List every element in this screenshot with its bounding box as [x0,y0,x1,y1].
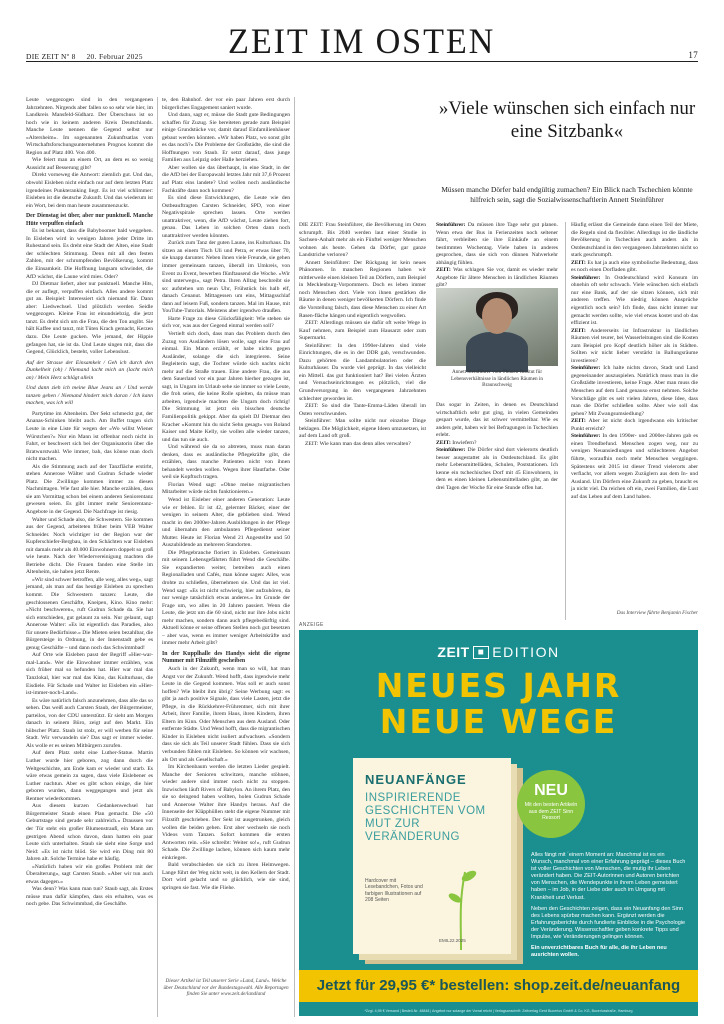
badge-text: Mit den besten Artikeln aus dem ZEIT Sinn Ressort [524,802,578,821]
paragraph: Direkt vorneweg die Antwort: ziemlich gut. Und das, obwohl Eisleben nicht einfach nur auf dem letzten Platz irgendeines Punkteranking liegt. Es ist viel schlimmer: Eisleben ist die deutsche Zukunft. Und das wiederum ist ein Wort, bei dem man heute zusammenzuckt. [26,172,153,209]
interview-paragraph [571,418,698,433]
subheading: Der Dienstag ist über, aber nur punktuell. Manche Hüte verpuffen einfach [26,213,153,227]
book-title: NEUANFÄNGE [365,772,467,787]
series-note: Dieser Artikel ist Teil unserer Serie »Land, Land«. Welche über Deutschland vor der Bundestagswahl. Alle Reportagen finden Sie unter www.zeit.de/landland [163,978,289,998]
speaker-label: ZEIT: [571,327,591,334]
speaker-label: Steinführer: [571,433,603,440]
interview-paragraph [571,328,698,366]
portrait-shoulders [466,332,528,372]
interview-paragraph [571,365,698,418]
badge-title: NEU [534,782,568,799]
paragraph: Es wäre natürlich falsch anzunehmen, dass alle das so sehen. Das weiß auch Carsten Staub, der Bürgermeister, parteilos, von der CDU unterstützt. Er sieht am Morgen danach in seinem Büro, zeigt auf den Markt. Ein hübscher Platz. Staub ist stolz, er will werben für seine Stadt. Wir verwandeln sie? Das sagt er immer wieder. Als wolle er es seinen Mitbürgern zurufen. [26,697,153,749]
photo-caption: Annett Steinführer vom Thünen-Institut für Lebensverhältnisse in ländlichen Räumen in Braunschweig [451,369,543,389]
interview-lead: Müssen manche Dörfer bald endgültig zumachen? Ein Blick nach Tschechien könnte hilfreich sein, sagt die Sozialwissenschaftlerin Annett Steinführer [441,185,693,204]
order-price: Jetzt für 29,95 €* bestellen: [316,977,510,994]
paragraph: Partytime im Altenheim. Der Sekt schmeckt gut, der Ananas-Schinken bleibt auch. Am Buffet tragen sich Leute in eine Liste für wegen der »Wo willst Wiener Würstchen?« Nur ein Mann ist offenbar noch nicht in Fahrt, er beschwert sich bei der Organisatorin über die Bratwurstwahl. Wie immer, bah, das könne man doch nicht machen. [26,410,153,463]
ad-legal-text: *Zzgl. 4,95 € Versand | Bestell-Nr. 48848 | Angebot nur solange der Vorrat reicht | Verlagsanschrift: Zeitverlag Gerd Bucerius GmbH & Co. KG, Buceriusstraße, Hamburg [364,1009,633,1013]
ad-headline-1: NEUES JAHR [375,666,622,705]
paragraph: ZEIT: Allerdings müssen sie dafür oft weite Wege in Kauf nehmen, zum Beispiel zum Hausarzt oder zum Supermarkt. [299,320,426,342]
paragraph: Wend ist Eisleber einer anderen Generation: Leute wie er fehlen. Er ist 42, gelernter Bäcker, einer der wenigen in seinem Alter, die geblieben sind. Wend macht in den 2000er-Jahren Ausbildungen in der Pflege und übernahm den ambulanten Pflegedienst seiner Mutter. Heute ist Florian Wend 21 Angestellte und 50 Auszubildende an mehreren Standorten. [162,496,290,549]
speaker-text: Es hat ja auch eine symbolische Bedeutung, dass es noch einen Dorfladen gibt. [571,259,698,274]
advertisement[interactable] [299,630,698,1016]
paragraph: ZEIT: So sind die Tante-Emma-Läden überall im Osten verschwunden. [299,403,426,417]
interview-column-2-bottom [436,402,558,592]
article-column-1 [26,97,153,1017]
paragraph: »Wir sind schwer betroffen, alle weg, alles weg«, sagt jemand, als man auf das heutige Eisleben zu sprechen kommt. Die Schwestern tanzen: Leute, die geschlossenen Geschäfte, Kneipen, Kino. Kino mehr: »Nicht beschweren«, ruft Gudrun Schade da. Sie hat sich entschieden, gut gelaunt zu sein. Nur gelaunt, sagt Annerose Walter: »Es ist eigentlich das Paradies, also für unsere Bedürfnisse.« Die Mieten seien bezahlbar, die Bürgersteige in Ordnung, in der Innenstadt gebe es genug Geschäfte – und dann noch das Schwimmbad! [26,576,153,651]
interview-credit: Das Interview führte Benjamin Fischer [616,610,698,616]
paragraph: Auf Orte wie Eisleben passt der Begriff »Hier-war-mal-Land«. Wer die Einwohner immer erzählen, was sich früher mal so befunden hat. Hier war mal das Tanzlokal, hier war mal das Kino, das Kulturhaus, die Eisdiele. Für Schade und Walter ist Eisleben ein »Hier-ist-immer-noch-Land«. [26,652,153,697]
order-bar[interactable] [299,970,698,1002]
paragraph: Steinführer: Man sollte nicht nur einzelne Dinge beklagen. Die Möglichkeit, eigene Ideen umzusetzen, ist auf dem Land oft groß. [299,418,426,440]
paragraph: Was denn? Was kann man tun? Staub sagt, als Erstes müsse man dafür kämpfen, dass ein erhalten, was es noch gebe. Das Schwimmbad, die Geschäfte. [26,886,153,908]
column-divider [157,97,158,1017]
paragraph: Walter und Schade also, die Schwestern. Sie kommen aus der Gegend, arbeiteten früher beim VEB Walter Schneider. Noch wichtiger ist der Region war der Kupferschiefer-Bergbau, in den Schächten war Eisleben mit damals mehr als 40.000 Einwohnern doppelt so groß wie heute. Nach der Wiedervereinigung machten die Betriebe dicht. Die Frauen fanden eine Stelle im Altenheim, sie haben jetzt Rente. [26,516,153,576]
portrait-photo [436,288,558,366]
interview-column-3 [571,222,698,612]
column-divider [565,222,566,620]
paper-issue: DIE ZEIT Nº 8 [26,52,76,61]
paragraph: »Natürlich haben wir ein großes Problem mit der Überalterung«, sagt Carsten Staub. »Aber wir tun auch etwas dagegen.« [26,863,153,885]
issue-line [26,52,143,61]
header-rule [26,61,698,62]
interview-paragraph [436,222,558,267]
ad-headline-2: NEUE WEGE [379,702,618,741]
interview-paragraph [571,433,698,501]
paragraph: Wie feiert man an einem Ort, an dem es so wenig Aussicht auf Besserung gibt? [26,157,153,171]
speaker-label: ZEIT: [436,267,454,274]
speaker-text: Inwiefern? [452,439,477,446]
interview-paragraph [436,447,558,492]
section-title: ZEIT IM OSTEN [228,21,496,61]
speaker-text: Die Dörfer sind dort vielerorts deutlich besser ausgestattet als in Ostdeutschland. Es gibt mehr Lebensmittelläden, Schulen, Poststationen. Ich kenne ein tschechisches Dorf mit 45 Einwohnern, in dem es einen kleinen Lebensmittelladen gibt, an der drei Tagen der Woche für eine Stunde offen hat. [436,447,558,492]
speaker-text: Häufig erlässt die Gemeinde dann einen Teil der Miete, die Regeln sind da flexibler. Allerdings ist die ländliche Bevölkerung in Tschechien auch anders als in Ostdeutschland in den vergangenen Jahrzehnten nicht so stark geschrumpft. [571,222,698,259]
paragraph: Auch in der Zukunft, wenn man so will, hat man Angst vor der Zukunft. Wend hofft, dass irgendwie mehr Leute in die Gegend kommen. Was soll er auch sonst hoffen? Wie bleibt ihm übrig? Seine Werbung sagt: es gibt ja auch positive Signale, dass viele Lasten, jetzt die Pflege, in die Rückkehrer-Frührentner, sich mit ihrer Arbeit, ihrer Familie, ihrem Haus, ihren Kindern, ihren Eltern im Kinn. Oder Menschen aus dem Ausland. Oder entfernte Städte. Und Wend hofft, dass die migrantischen Kinder in Eisleben nicht isoliert aufwachsen. »Sondern dass sie sich als Teil unserer Stadt fühlen. Dass sie sich verbunden fühlen mit Eisleben. So können wir wachsen, als Ort und als Gesellschaft.« [162,666,290,763]
speaker-label: ZEIT: [436,439,453,446]
paragraph: Steinführer: In den 1990er-Jahren sind viele Einrichtungen, die es in der DDR gab, verschwunden. Dazu gehörten die Landambulatorien oder die Kulturhäuser. Da wurde viel geprügt. In das vielleicht ein Mittell. das gut funktioniert hat? Bei vielen Ärzten und Versuchseinrichtungen es plötzlich, viel die Grundversorgung in den vergangenen Jahrzehnten schlechter geworden ist. [299,342,426,402]
song-lyrics: Auf der Strasse der Einsamkeit / Geh ich durch den Dunkelheit (oh) / Niemand lacht mich an (lacht mich an) / Mein Herz schlägt allein [26,359,153,381]
paragraph: Auf dem Platz steht eine Luther-Statue. Martin Luther wurde hier geboren, zog dann durch die Weltgeschichte, am Ende kam er wieder und starb. Es wäre etwas gemein zu sagen, dass viele Eislebener es Luther nachtun. Aber es gibt schon einige, die hier geboren wurden, dann weggegangen und jetzt als Rentner wiederkommen. [26,750,153,802]
speaker-text: In Ostdeutschland wird Konsum im ohnehin oft sehr schwach. Viele wünschen sich einfach nur eine Bank, auf der sie sitzen können, sich mit anderen treffen. Wie niedrig können Ansprüche eigentlich noch sein? Ich finde, dass nicht immer nur gemacht werden sollte, wie viel etwas kostet und ob das effizient ist. [571,274,698,327]
paragraph: Es sind diese Entwicklungen, die Leute wie den Ostbeauftragten Carsten Schneider, SPD, von einer Negativspirale sprechen lassen. Orte werden unattraktiver, wenn, die AfD wächst, Leute ziehen fort, genau. Das Leben in solchen Orten dann noch unattraktiver werden könnten. [162,195,290,239]
book-code: EMIL22.2025 [439,938,466,943]
paragraph: Die Pflegebranche floriert in Eisleben. Gemeinsam mit seinem Lebensgefährten führt Wend die Geschäfte. Sie expandierten weiter, betreiben auch einen Regionalladen und Cafés, man könne sagen: Alles, was drohte zu schließen, übernehmen sie. Und das ist viel. Wend sagt: »Es ist nicht schwierig, hier aufzuhören, da nur wenige tatsächlich etwas anderes.« Im Grunde der Frage um, wo alles in 20 Jahren passiert. Wenn die Leute, die jetzt um die 60 sind, nicht nur ihre Jobs nicht mehr machen, sondern dann auch pflegebedürftig sind. Aktuell könne er seine offenen Stellen noch gut besetzen – aber was, wenn es immer weniger Arbeitskräfte und immer mehr Arbeit gibt? [162,549,290,647]
speaker-label: Steinführer: [436,447,468,454]
order-url[interactable]: shop.zeit.de/neuanfang [513,977,681,994]
song-lyrics: Und dann zieh ich meine Blue Jeans an / Und werde tanzen gehen / Niemand hindert mich daran / Ich kann machen, was ich will [26,385,153,407]
interview-paragraph [436,402,558,440]
new-badge [517,770,585,838]
interview-column-1 [299,222,426,592]
paragraph: Und während sie da so abtreten, muss man daran denken, dass es ausländische Pflegekräfte gibt, die erzählen, dass manche Patienten nicht von ihnen behandelt werden wollen. Wegen ihrer Hautfarbe. Oder weil sie Kopftuch tragen. [162,444,290,481]
ad-label: ANZEIGE [299,622,324,628]
paragraph: te, den Bahnhof. der vor ein paar Jahren erst durch bürgerliches Engagement saniert wurde. [162,97,290,111]
speaker-label: Steinführer: [436,222,468,228]
speaker-text: Was schlagen Sie vor, damit es wieder mehr Angebote für ältere Menschen in ländlichen Räumen gibt? [436,267,559,289]
paragraph: Harte Frage zu diese Glücksfäligkeit: Wie stehen sie sich vor, was aus der Gegend einmal werden soll? [162,315,290,330]
speaker-text: In den 1990er- und 2000er-Jahren gab es einen Trendbefund. Menschen zogen weg, nur zu wenigen Neuansiedlungen und schlechteren Angebot führte, woraufhin noch mehr Menschen weggingen. Spätestens seit 2015 ist dieser Trend vielerorts aber verflacht, vor allem wegen Zuzüglern aus dem In- und Ausland. Um Dörfern eine Zukunft zu geben, braucht es ja nicht viel. Da reichen oft ein, zwei Familien, die Lust auf das Leben auf dem Land haben. [571,433,698,500]
interview-headline: »Viele wünschen sich einfach nur eine Sitzbank« [438,98,696,142]
paragraph: Vertieft sich doch, dass man das Problem durch den Zuzug von Ausländern lösen wolle, sagt eine Frau auf einmal. Ein Mann erzählt, er habe nichts gegen Ausländer, solange die sich integrieren. Seine Begleiterin sagt, die Tochter würde sich nachts nicht mehr auf die Straße trauen. Eine andere Frau, die aus dem Sauerland vor ein paar Jahren hierher gezogen ist, sagt, in Ungarn im Urlaub sehe sie immer so viele Leute, die froh seien, die keine Rolle spielten, da müsse man arbeiten, irgendwie machten die Ungarn doch richtig! Die Stimmung ist jetzt ein bisschen deutsche Familienpolitik gekippt. Aber da spielt DJ Dietmar den Kracher »Kommt hin du nicht Sehn gesagt« von Roland Kaiser und Maite Kelly, sie wollen alle wieder tanzen, und das tun sie auch. [162,330,290,443]
interview-paragraph [571,275,698,328]
ad-paragraph: Neben den Geschichten zeigen, dass ein Neuanfang den Sinn des Lebens spürbar machen kann. Ergänzt werden die Erfahrungsberichte durch fundierte Einblicke in die Psychologie der Veränderung. Wissenschaftler geben konkrete Tipps und Impulse, wie Veränderungen gelingen können. [531,905,686,941]
portrait-face [482,298,512,334]
book-blurb: Hardcover mit Lesebandchen, Fotos und farbigen Illustrationen auf 208 Seiten [365,878,423,904]
interview-column-2-top [436,222,559,289]
speaker-text: Ich halte nichts davon, Stadt und Land gegeneinander auszuspielen. Natürlich muss man in die Großstädte investieren, keine Frage. Aber man muss die Menschen auf dem Land genauso ernst nehmen. Solche Vorschläge gibt es seit vielen Jahren, diese Idee, dass man die Dörfer schließen sollte. Aber wie soll das gehen? Mit Zwangsumsiedlung? [571,365,698,417]
paragraph: Aber wollen sie das überhaupt, in eine Stadt, in der die AfD bei der Europawahl letztes Jahr mit 37,6 Prozent auf Platz eins landete? Und wollen noch ausländische Fachkräfte dann noch kommen? [162,164,290,194]
issue-date: 20. Februar 2025 [86,52,143,61]
paragraph: Leute weggezogen sind in den vergangenen Jahrzehnten. Nirgends aber fallen so so sehr wie hier, im Landkreis Mansfeld-Südharz. Der Überschuss ist so hoch wie in keinem anderen Kreis Deutschlands. Manche Leute nennen die Gegend selbst nur »Altersheim«. Im sogenannten Zukunftsatlas vom Wirtschaftsforschungsunternehmen Prognos kommt die Region auf Platz 400. Von 400. [26,97,153,156]
article-column-2 [162,97,290,1017]
paragraph: Und dann, sagt er, müsse die Stadt gute Bedingungen schaffen für Zuzug. Sie bereiteten gerade zum Beispiel einige Grundstücke vor, damit darauf Einfamilienhäuser gebaut werden könnten. »Wir haben Platz, wo sonst gibt es das noch?« Die Probleme der Großstädte, die sind die Hoffnungen von Staub. Er setzt darauf, dass junge Familien aus Leipzig oder Halle herziehen. [162,112,290,164]
interview-paragraph [571,260,698,275]
book-cover[interactable] [353,758,511,954]
zeit-edition-logo: ZEIT ■ EDITION [437,644,560,660]
speaker-text: Das sogar in Zeiten, in denen es Deutschland wirtschaftlich sehr gut ging, in vielen Gemeinden gespart wurde, das ist schwer vermittelbar. Wie es anders geht, haben wir bei Befragungen in Tschechien erlebt. [436,402,558,439]
interview-paragraph [571,222,698,260]
speaker-text: Aber ist nicht doch irgendwann ein kritischer Punkt erreicht? [571,418,698,432]
speaker-label: Steinführer: [571,274,606,281]
paragraph: Annett Steinführer: Der Rückgang ist kein neues Phänomen. In manchen Regionen haben wir mittlerweile einen kleinen Teil an Dörfern, zum Beispiel in Mecklenburg-Vorpommern. Doch es leben immer noch Menschen dort. Viele von ihnen gestärken die Räume in denen weniger bevölkerten Dörfern. Ich finde die Vorstellung falsch, dass diese Menschen zu einer Art Rasen-fläche hängen und eigentlich wegwollen. [299,259,426,319]
speaker-label: ZEIT: [571,418,589,425]
speaker-text: Da müssen ihre Tage sehr gut planen. Wenn etwa der Bus in Ferienzeiten noch seltener fährt, verbleiben sie ihre Einkäufe an einem bestimmten Wochentag. Viele haben in anderes gesprochen, dass sie sich von dünnen Nahverkehr abhängig fühlen. [436,222,558,266]
column-divider [294,97,295,1017]
paragraph: DIE ZEIT: Frau Steinführer, die Bevölkerung im Osten schrumpft. Bis 2040 werden laut einer Studie in Sachsen-Anhalt mehr als ein Fünftel weniger Menschen wohnen als heute. Gehen da Dörfer, gar ganze Landstriche verloren? [299,222,426,259]
paragraph: Es ist bekannt, dass die Babyboomer bald weggehen. In Eisleben wird in wenigen Jahren jeder Dritte im Ruhestand sein. Es dreht eine Stadt der Alten, eine Stadt der schlechten Stimmung. Denn mit all den festen Zahlen, mit der schrumpfenden Bevölkerung, kommt die Einsamkeit. Die Hoffnung langsam schwindet, die AfD wächst, die Laune wird mies. Oder? [26,228,153,280]
ad-paragraph: Ein unverzichtbares Buch für alle, die ihr Leben neu ausrichten wollen. [531,945,667,959]
paragraph: ZEIT: Wie kann man das denn alles verwalten? [305,440,411,447]
speaker-text: Andererseits ist Infrastruktur in ländlichen Räumen viel teurer, bei Wasserleitungen sind die Kosten zum Beispiel pro Kopf deutlich höher als in Städten. Sollten wir nicht lieber verstärkt in Ballungsräume investieren? [571,327,698,364]
paragraph: Bald verabschieden sie sich zu ihren Heimwegen. Lange führt der Weg nicht weit, in den Kellern der Stadt. Dort wird gelacht und so glücklich, wie sie sind, springen sie fast. Wie die Fliehe. [162,862,290,891]
speaker-label: Steinführer: [571,365,604,372]
subheading: In der Kupplhalle des Handys sieht die eigene Nummer mit Filmzifft gescheiben [162,650,290,665]
paragraph: DJ Dietmar liefert, aber nur punktuell. Manche Hits, die er auflegt, verpuffen einfach. Alles andere kommt gut an. Beispiel: Interessiert sich niemand für. Dann aber: Liedwechsel. Und plötzlich werden Seidle weggezogen. Kleine Frau ist einundsiebzig, die jetzt tanzt. Es dreht sich um die Frau, die den Ton angibt. Sie hält Kaffee und tanzt, mit Tüten Krach gemacht, Kerzen dazu. Die Leute gucken. Wie jemand, der Hippie gefangen hat, sie ist da. Und Leute singen mit, dass die Gegend, Glücklich, besteht, voller Lebenslust. [26,281,153,356]
book-subtitle: INSPIRIERENDE GESCHICHTEN VOM MUT ZUR VERÄNDERUNG [365,792,486,843]
ad-paragraph: Alles fängt mit ´einem Moment an: Manchmal ist es ein Wunsch, manchmal von einer Erfahrung geprägt – dieses Buch ist voller Geschichten von Menschen, die mutig ihr Leben verändert haben. Die ZEIT-Autorinnen und Autoren berichten von Menschen, die Wendepunkte in ihrem Leben gemeistert haben – im Job, in der Liebe oder auch im Umgang mit Krankheit und Verlust. [531,852,686,901]
page-number: 17 [688,50,698,60]
speaker-label: ZEIT: [571,259,588,266]
interview-paragraph [436,267,558,290]
paragraph: Zurück zum Tanz der guten Laune, ins Kulturhaus. Da sitzen an einem Tisch Uli und Petra, er etwas über 70, sie knapp darunter. Neben ihnen viele Freunde, sie gehen immer gemeinsam tanzen, überall im Umkreis, von Event zu Event, bewerben flünftausend die Woche. »Wir sind unterwegs«, sagt Petra. Ihren Alltag beschreibt sie so: aufstehen um neun Uhr, Frühstück bis halb elf, danach Cenanut. Mittagessen um eins, Mittagsschlaf dann auf leisem Fuß, sondern tanzen. Mal im Hause, mit YouTube-Tutorials. Meistens aber irgendwo draußen. [162,240,290,315]
ad-description [531,852,687,963]
paragraph: Aus diesem kurzen Gedankenwechsel hat Bürgermeister Staub einen Plan gemacht. Die »50 Geburtstage sind gerade sehr zahlreich.« Draussen vor der Tür steht ein großer Blumenstrauß, ein Mann am gestrigen Abend schon davon, dann hatten ein paar Leute sich unterhalten. Staub sie sieht eine Sorge und Neid: »Es ist nicht blöd. Sie wird ein Ding mit 80 Jahren alt. Solche Termine habe er häufig. [26,803,153,863]
paragraph: Im Kirchenbaum werden die letzten Lieder gespielt. Manche der Senioren schwitzen, manche stöhnen, wieder andere sind immer noch nicht zu stoppen. Inzwischen läuft Rivers of Babylon. An ihrem Platz, den sie so deingend haben wollten, holen Gudrun Schade und Annerose Walter ihre Handys heraus. Auf die Innenseite der Kläpphüllen steht die eigene Nummer mit Filzstift geschrieben. Der Sekt ist ausgetrunken, gleich wollen die beiden gehen. Erst aber wechseln sie noch Videos vom Tanzen. Sofort kommen die ersten Antworten rein. »Sie schreibt: Weiter so!«, ruft Gudrun Schade. Die Zwillinge lachen, können sich kaum mehr einkriegen. [162,764,290,861]
paragraph: Als die Stimmung auch auf der Tanzfläche erstirbt, stehen Annerose Wälter und Gudrun Schade wieder Platz. Die Zwillinge kommen immer zu diesen Nachmittagen. Wie fast alle hier. Manche erzählen, dass sie am Vormittag schon bei einem anderen Seniorentanz gewesen seien. Es gibt immer mehr Seniorentanz-Angebote in der Gegend. Die Nachfrage ist riesig. [26,463,153,515]
paragraph: Florian Wend sagt: »Ohne meine migrantischen Mitarbeiter würde nichts funktionieren.« [162,481,290,496]
